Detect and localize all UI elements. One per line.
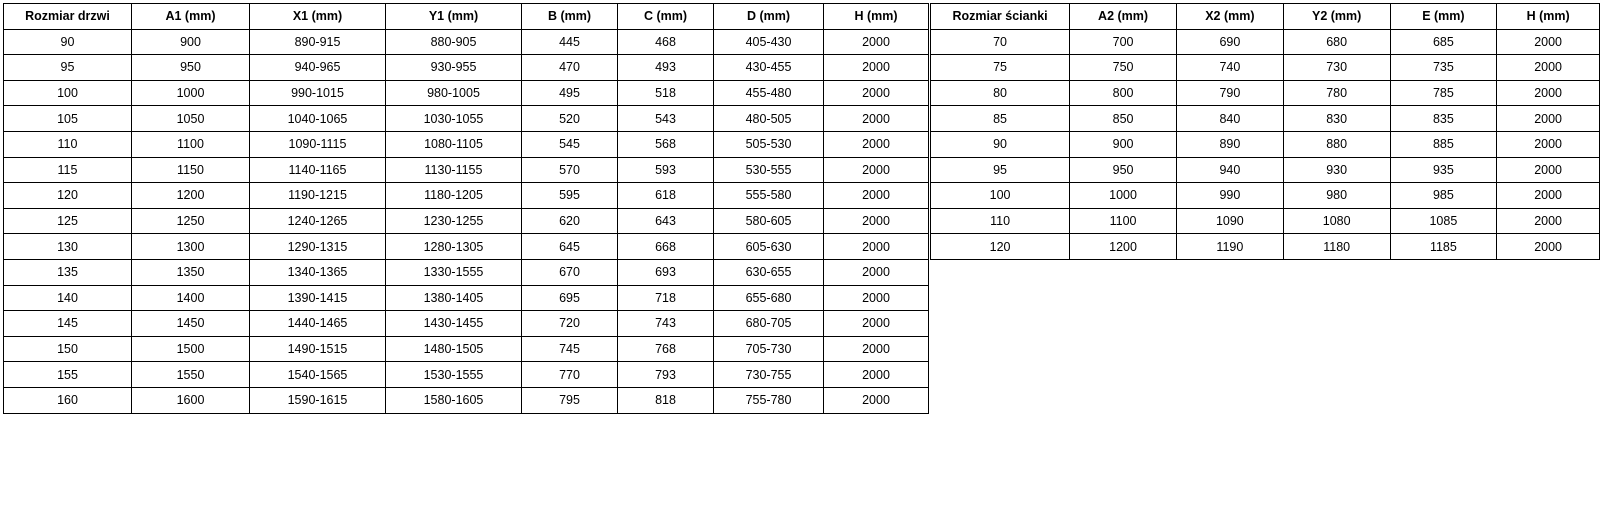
- table-header-row: [931, 4, 1600, 30]
- table-cell: 2000: [824, 55, 929, 81]
- table-cell: 645: [522, 234, 618, 260]
- table-cell: 1180-1205: [386, 183, 522, 209]
- table-cell: 1480-1505: [386, 336, 522, 362]
- table-cell: 980-1005: [386, 80, 522, 106]
- table-cell: 2000: [824, 183, 929, 209]
- table-cell: 2000: [1497, 55, 1600, 81]
- table-cell: 1040-1065: [250, 106, 386, 132]
- table-cell: 155: [4, 362, 132, 388]
- column-header: Y1 (mm): [386, 4, 522, 30]
- table-cell: 95: [4, 55, 132, 81]
- table-cell: 1540-1565: [250, 362, 386, 388]
- table-cell: 850: [1070, 106, 1177, 132]
- column-header: E (mm): [1390, 4, 1497, 30]
- table-cell: 125: [4, 208, 132, 234]
- table-cell: 770: [522, 362, 618, 388]
- table-cell: 100: [931, 183, 1070, 209]
- table-cell: 1300: [132, 234, 250, 260]
- table-cell: 885: [1390, 131, 1497, 157]
- table-row: [931, 80, 1600, 106]
- table-row: [4, 29, 929, 55]
- table-cell: 530-555: [714, 157, 824, 183]
- table-cell: 1390-1415: [250, 285, 386, 311]
- table-cell: 85: [931, 106, 1070, 132]
- table-cell: 1280-1305: [386, 234, 522, 260]
- table-cell: 800: [1070, 80, 1177, 106]
- table-cell: 985: [1390, 183, 1497, 209]
- table-cell: 518: [618, 80, 714, 106]
- table-cell: 70: [931, 29, 1070, 55]
- table-cell: 115: [4, 157, 132, 183]
- table-row: [931, 183, 1600, 209]
- table-cell: 740: [1176, 55, 1283, 81]
- table-cell: 145: [4, 311, 132, 337]
- table-cell: 1600: [132, 387, 250, 413]
- table-cell: 930-955: [386, 55, 522, 81]
- column-header: H (mm): [1497, 4, 1600, 30]
- table-cell: 1580-1605: [386, 387, 522, 413]
- table-cell: 680-705: [714, 311, 824, 337]
- doors-dimensions-table: [3, 3, 929, 414]
- table-cell: 1085: [1390, 208, 1497, 234]
- table-cell: 620: [522, 208, 618, 234]
- table-cell: 618: [618, 183, 714, 209]
- table-cell: 1140-1165: [250, 157, 386, 183]
- table-cell: 2000: [824, 106, 929, 132]
- table-cell: 743: [618, 311, 714, 337]
- table-row: [4, 259, 929, 285]
- table-cell: 840: [1176, 106, 1283, 132]
- table-cell: 150: [4, 336, 132, 362]
- table-cell: 685: [1390, 29, 1497, 55]
- table-cell: 543: [618, 106, 714, 132]
- table-cell: 595: [522, 183, 618, 209]
- table-cell: 818: [618, 387, 714, 413]
- table-cell: 1290-1315: [250, 234, 386, 260]
- table-row: [931, 55, 1600, 81]
- table-cell: 2000: [824, 311, 929, 337]
- table-cell: 1500: [132, 336, 250, 362]
- table-cell: 2000: [824, 29, 929, 55]
- table-cell: 1130-1155: [386, 157, 522, 183]
- column-header: A2 (mm): [1070, 4, 1177, 30]
- table-cell: 890-915: [250, 29, 386, 55]
- table-header-row: [4, 4, 929, 30]
- table-cell: 1050: [132, 106, 250, 132]
- table-cell: 2000: [824, 387, 929, 413]
- table-cell: 1100: [132, 131, 250, 157]
- table-row: [931, 131, 1600, 157]
- table-cell: 700: [1070, 29, 1177, 55]
- table-row: [931, 234, 1600, 260]
- table-cell: 2000: [824, 336, 929, 362]
- column-header: B (mm): [522, 4, 618, 30]
- table-row: [4, 80, 929, 106]
- column-header: X1 (mm): [250, 4, 386, 30]
- table-cell: 1180: [1283, 234, 1390, 260]
- table-cell: 160: [4, 387, 132, 413]
- table-row: [931, 29, 1600, 55]
- table-cell: 105: [4, 106, 132, 132]
- table-cell: 2000: [1497, 208, 1600, 234]
- table-cell: 1340-1365: [250, 259, 386, 285]
- table-cell: 720: [522, 311, 618, 337]
- table-cell: 110: [4, 131, 132, 157]
- table-cell: 880: [1283, 131, 1390, 157]
- table-cell: 730-755: [714, 362, 824, 388]
- table-cell: 2000: [1497, 131, 1600, 157]
- table-cell: 2000: [1497, 29, 1600, 55]
- table-row: [4, 362, 929, 388]
- table-cell: 120: [931, 234, 1070, 260]
- table-cell: 405-430: [714, 29, 824, 55]
- table-cell: 1190: [1176, 234, 1283, 260]
- table-cell: 90: [4, 29, 132, 55]
- table-cell: 830: [1283, 106, 1390, 132]
- table-cell: 1550: [132, 362, 250, 388]
- table-cell: 990-1015: [250, 80, 386, 106]
- walls-table-head: [931, 4, 1600, 30]
- column-header: Rozmiar ścianki: [931, 4, 1070, 30]
- table-cell: 468: [618, 29, 714, 55]
- table-cell: 2000: [1497, 234, 1600, 260]
- table-cell: 900: [1070, 131, 1177, 157]
- table-row: [4, 157, 929, 183]
- table-cell: 1350: [132, 259, 250, 285]
- table-cell: 1200: [132, 183, 250, 209]
- table-cell: 2000: [1497, 80, 1600, 106]
- table-cell: 1090: [1176, 208, 1283, 234]
- walls-table-body: [931, 29, 1600, 259]
- table-row: [4, 106, 929, 132]
- table-cell: 2000: [824, 362, 929, 388]
- table-cell: 75: [931, 55, 1070, 81]
- table-cell: 1330-1555: [386, 259, 522, 285]
- table-cell: 593: [618, 157, 714, 183]
- table-cell: 430-455: [714, 55, 824, 81]
- table-cell: 95: [931, 157, 1070, 183]
- table-cell: 2000: [824, 131, 929, 157]
- table-cell: 693: [618, 259, 714, 285]
- table-cell: 130: [4, 234, 132, 260]
- column-header: C (mm): [618, 4, 714, 30]
- table-cell: 1190-1215: [250, 183, 386, 209]
- table-row: [4, 234, 929, 260]
- table-cell: 2000: [824, 208, 929, 234]
- table-row: [4, 55, 929, 81]
- table-cell: 2000: [824, 259, 929, 285]
- table-cell: 135: [4, 259, 132, 285]
- table-cell: 1030-1055: [386, 106, 522, 132]
- table-row: [4, 336, 929, 362]
- table-cell: 690: [1176, 29, 1283, 55]
- table-row: [4, 387, 929, 413]
- table-cell: 480-505: [714, 106, 824, 132]
- table-cell: 795: [522, 387, 618, 413]
- table-cell: 950: [132, 55, 250, 81]
- table-cell: 730: [1283, 55, 1390, 81]
- table-cell: 655-680: [714, 285, 824, 311]
- table-row: [4, 183, 929, 209]
- table-cell: 605-630: [714, 234, 824, 260]
- table-cell: 643: [618, 208, 714, 234]
- table-cell: 505-530: [714, 131, 824, 157]
- table-cell: 1090-1115: [250, 131, 386, 157]
- table-cell: 2000: [824, 157, 929, 183]
- table-cell: 785: [1390, 80, 1497, 106]
- table-cell: 1000: [132, 80, 250, 106]
- column-header: X2 (mm): [1176, 4, 1283, 30]
- table-cell: 1250: [132, 208, 250, 234]
- table-cell: 705-730: [714, 336, 824, 362]
- table-cell: 495: [522, 80, 618, 106]
- table-cell: 1450: [132, 311, 250, 337]
- table-row: [4, 285, 929, 311]
- table-cell: 2000: [1497, 183, 1600, 209]
- table-cell: 568: [618, 131, 714, 157]
- table-cell: 1200: [1070, 234, 1177, 260]
- table-cell: 2000: [1497, 106, 1600, 132]
- table-row: [931, 157, 1600, 183]
- table-row: [4, 208, 929, 234]
- column-header: A1 (mm): [132, 4, 250, 30]
- table-cell: 780: [1283, 80, 1390, 106]
- table-row: [931, 106, 1600, 132]
- table-cell: 545: [522, 131, 618, 157]
- table-cell: 100: [4, 80, 132, 106]
- table-cell: 110: [931, 208, 1070, 234]
- table-cell: 1490-1515: [250, 336, 386, 362]
- table-cell: 940-965: [250, 55, 386, 81]
- table-cell: 140: [4, 285, 132, 311]
- table-cell: 1530-1555: [386, 362, 522, 388]
- table-cell: 940: [1176, 157, 1283, 183]
- table-cell: 1080-1105: [386, 131, 522, 157]
- table-row: [4, 131, 929, 157]
- table-cell: 520: [522, 106, 618, 132]
- table-cell: 835: [1390, 106, 1497, 132]
- doors-table-head: [4, 4, 929, 30]
- table-cell: 630-655: [714, 259, 824, 285]
- table-cell: 1240-1265: [250, 208, 386, 234]
- table-cell: 790: [1176, 80, 1283, 106]
- walls-table-container: [930, 3, 1600, 260]
- table-cell: 890: [1176, 131, 1283, 157]
- table-cell: 555-580: [714, 183, 824, 209]
- table-cell: 930: [1283, 157, 1390, 183]
- column-header: H (mm): [824, 4, 929, 30]
- column-header: Y2 (mm): [1283, 4, 1390, 30]
- table-cell: 793: [618, 362, 714, 388]
- table-cell: 1230-1255: [386, 208, 522, 234]
- table-cell: 570: [522, 157, 618, 183]
- table-cell: 980: [1283, 183, 1390, 209]
- table-cell: 1430-1455: [386, 311, 522, 337]
- table-cell: 1185: [1390, 234, 1497, 260]
- table-cell: 90: [931, 131, 1070, 157]
- column-header: Rozmiar drzwi: [4, 4, 132, 30]
- table-cell: 668: [618, 234, 714, 260]
- table-cell: 493: [618, 55, 714, 81]
- table-cell: 580-605: [714, 208, 824, 234]
- table-cell: 1000: [1070, 183, 1177, 209]
- walls-dimensions-table: [930, 3, 1600, 260]
- table-cell: 768: [618, 336, 714, 362]
- table-cell: 120: [4, 183, 132, 209]
- table-cell: 470: [522, 55, 618, 81]
- table-cell: 750: [1070, 55, 1177, 81]
- table-row: [4, 311, 929, 337]
- table-cell: 2000: [824, 285, 929, 311]
- table-cell: 445: [522, 29, 618, 55]
- table-cell: 1150: [132, 157, 250, 183]
- table-cell: 680: [1283, 29, 1390, 55]
- table-cell: 950: [1070, 157, 1177, 183]
- column-header: D (mm): [714, 4, 824, 30]
- table-cell: 2000: [1497, 157, 1600, 183]
- table-cell: 1440-1465: [250, 311, 386, 337]
- table-cell: 80: [931, 80, 1070, 106]
- table-row: [931, 208, 1600, 234]
- table-cell: 745: [522, 336, 618, 362]
- table-cell: 900: [132, 29, 250, 55]
- doors-table-container: [3, 3, 929, 414]
- table-cell: 2000: [824, 80, 929, 106]
- table-cell: 990: [1176, 183, 1283, 209]
- table-cell: 695: [522, 285, 618, 311]
- table-cell: 880-905: [386, 29, 522, 55]
- table-cell: 2000: [824, 234, 929, 260]
- table-cell: 935: [1390, 157, 1497, 183]
- table-cell: 755-780: [714, 387, 824, 413]
- table-cell: 455-480: [714, 80, 824, 106]
- table-cell: 735: [1390, 55, 1497, 81]
- table-cell: 1590-1615: [250, 387, 386, 413]
- table-cell: 1100: [1070, 208, 1177, 234]
- doors-table-body: [4, 29, 929, 413]
- table-cell: 1080: [1283, 208, 1390, 234]
- table-cell: 718: [618, 285, 714, 311]
- table-cell: 670: [522, 259, 618, 285]
- table-cell: 1380-1405: [386, 285, 522, 311]
- table-cell: 1400: [132, 285, 250, 311]
